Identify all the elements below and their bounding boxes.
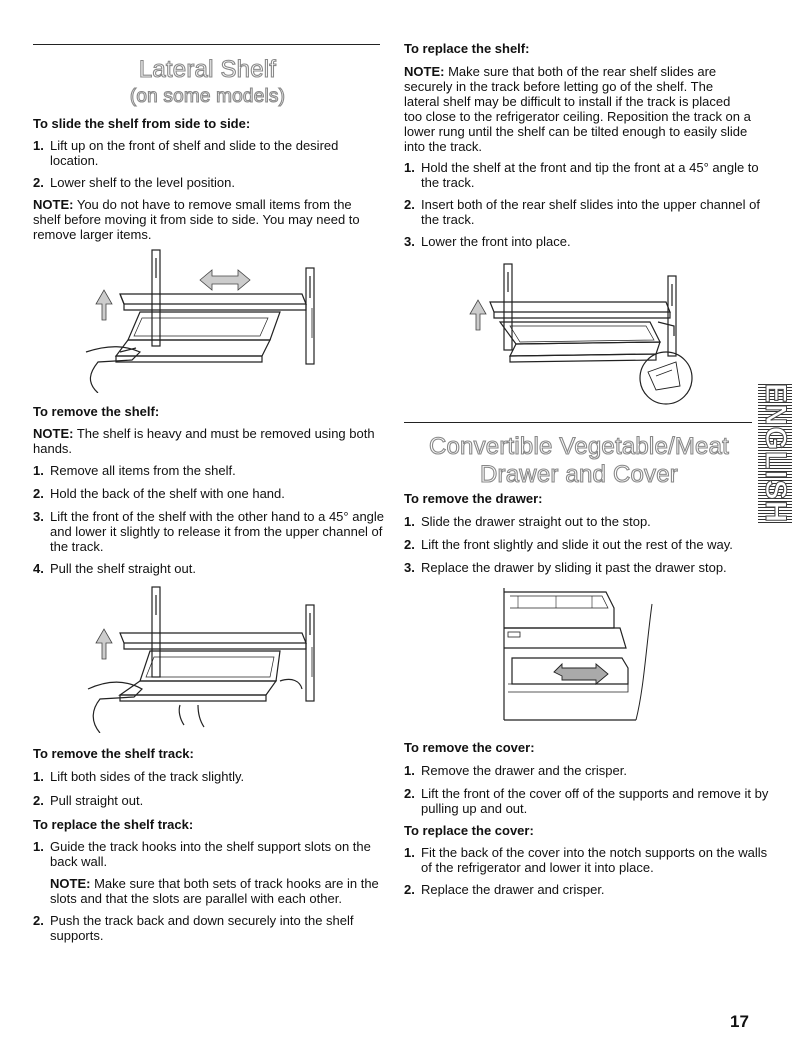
list-item xyxy=(404,514,771,529)
step-number: 4. xyxy=(33,561,44,576)
remove-cover-title: To remove the cover: xyxy=(404,740,535,755)
list-item xyxy=(404,234,751,249)
list-item xyxy=(404,537,771,552)
note-label: NOTE: xyxy=(50,876,91,891)
remove-shelf-illustration xyxy=(80,585,330,733)
step-text: Pull the shelf straight out. xyxy=(50,561,196,576)
step-number: 2. xyxy=(33,913,44,928)
step-text: Lift up on the front of shelf and slide to the desired location. xyxy=(50,138,339,168)
note-text: Make sure that both sets of track hooks are in the slots and that the slots are parallel with each other. xyxy=(50,876,379,906)
list-item xyxy=(404,560,771,575)
step-text: Slide the drawer straight out to the stop. xyxy=(421,514,651,529)
step-number: 2. xyxy=(33,175,44,190)
note-text: Make sure that both of the rear shelf slides are securely in the track before letting go of the shelf. The lateral shelf may be difficult to install if the track is placed too close to the refrigerator ceiling. Reposition the track on a lower rung until the shelf can be tilted enough to easily slide into the track. xyxy=(404,64,751,154)
step-text: Hold the shelf at the front and tip the front at a 45° angle to the track. xyxy=(421,160,759,190)
vegetable-meat-heading-line1: Convertible Vegetable/Meat xyxy=(428,433,730,460)
replace-shelf-note xyxy=(404,64,752,154)
step-number: 2. xyxy=(33,793,44,808)
list-item xyxy=(33,138,380,168)
step-number: 1. xyxy=(33,463,44,478)
remove-shelf-note xyxy=(33,426,381,456)
drawer-illustration xyxy=(496,588,661,726)
remove-shelf-title: To remove the shelf: xyxy=(33,404,160,419)
step-text: Lift the front of the shelf with the other hand to a 45° angle and lower it slightly to release it from the upper channel of the track. xyxy=(50,509,385,554)
step-text: Pull straight out. xyxy=(50,793,144,808)
page-number: 17 xyxy=(730,1012,749,1031)
step-number: 1. xyxy=(33,769,44,784)
step-number: 2. xyxy=(33,486,44,501)
step-text: Fit the back of the cover into the notch supports on the walls of the refrigerator and lower it into place. xyxy=(421,845,768,875)
left-top-rule xyxy=(33,44,380,45)
list-item xyxy=(33,463,380,478)
step-number: 1. xyxy=(33,138,44,153)
replace-shelf-title: To replace the shelf: xyxy=(404,41,530,56)
list-item xyxy=(404,882,771,897)
step-text: Lift the front of the cover off of the supports and remove it by pulling up and out. xyxy=(421,786,769,816)
step-number: 3. xyxy=(33,509,44,524)
note-label: NOTE: xyxy=(33,426,74,441)
slide-shelf-illustration xyxy=(80,248,330,393)
note-label: NOTE: xyxy=(33,197,74,212)
list-item xyxy=(33,561,380,576)
step-number: 1. xyxy=(33,839,44,854)
step-text: Remove the drawer and the crisper. xyxy=(421,763,627,778)
language-tab-label: ENGLISH xyxy=(759,383,792,524)
list-item xyxy=(404,160,771,190)
step-text: Replace the drawer by sliding it past the drawer stop. xyxy=(421,560,727,575)
step-number: 1. xyxy=(404,160,415,175)
step-number: 2. xyxy=(404,786,415,801)
step-text: Insert both of the rear shelf slides into the upper channel of the track. xyxy=(421,197,760,227)
lateral-shelf-subheading: (on some models) xyxy=(129,86,286,107)
list-item xyxy=(33,175,380,190)
replace-track-note xyxy=(50,876,380,906)
lateral-shelf-heading: Lateral Shelf xyxy=(138,56,277,83)
step-text: Lower shelf to the level position. xyxy=(50,175,235,190)
remove-drawer-title: To remove the drawer: xyxy=(404,491,543,506)
step-text: Push the track back and down securely into the shelf supports. xyxy=(50,913,354,943)
list-item xyxy=(404,763,771,778)
right-section-rule xyxy=(404,422,752,423)
list-item xyxy=(404,845,771,875)
list-item xyxy=(404,197,761,227)
list-item xyxy=(33,913,385,943)
slide-note xyxy=(33,197,381,242)
step-text: Guide the track hooks into the shelf support slots on the back wall. xyxy=(50,839,371,869)
list-item xyxy=(33,509,385,554)
list-item xyxy=(33,769,380,784)
note-text: You do not have to remove small items from the shelf before moving it from side to side. You may need to remove larger items. xyxy=(33,197,360,242)
step-number: 3. xyxy=(404,234,415,249)
step-text: Lower the front into place. xyxy=(421,234,571,249)
step-number: 1. xyxy=(404,845,415,860)
remove-track-title: To remove the shelf track: xyxy=(33,746,194,761)
step-text: Remove all items from the shelf. xyxy=(50,463,236,478)
note-label: NOTE: xyxy=(404,64,445,79)
language-tab xyxy=(758,383,792,523)
replace-shelf-illustration xyxy=(460,262,700,412)
note-text: The shelf is heavy and must be removed using both hands. xyxy=(33,426,375,456)
replace-track-title: To replace the shelf track: xyxy=(33,817,194,832)
list-item xyxy=(33,486,380,501)
step-number: 2. xyxy=(404,537,415,552)
step-number: 2. xyxy=(404,882,415,897)
step-number: 3. xyxy=(404,560,415,575)
slide-shelf-title: To slide the shelf from side to side: xyxy=(33,116,251,131)
step-text: Replace the drawer and crisper. xyxy=(421,882,605,897)
vegetable-meat-heading-line2: Drawer and Cover xyxy=(480,461,678,488)
step-number: 1. xyxy=(404,763,415,778)
step-number: 2. xyxy=(404,197,415,212)
replace-cover-title: To replace the cover: xyxy=(404,823,534,838)
step-text: Lift the front slightly and slide it out the rest of the way. xyxy=(421,537,733,552)
step-text: Lift both sides of the track slightly. xyxy=(50,769,245,784)
list-item xyxy=(33,839,398,869)
step-number: 1. xyxy=(404,514,415,529)
list-item xyxy=(33,793,380,808)
list-item xyxy=(404,786,771,816)
step-text: Hold the back of the shelf with one hand. xyxy=(50,486,285,501)
